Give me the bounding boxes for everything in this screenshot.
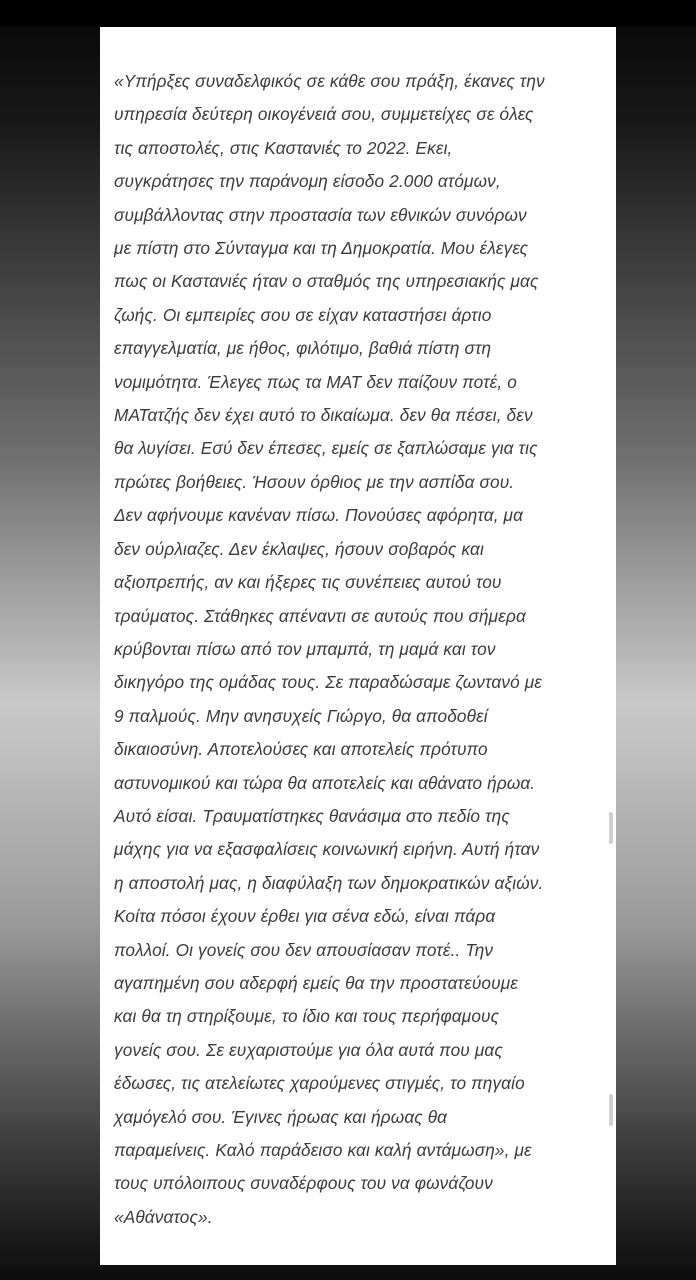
text-line: Δεν αφήνουμε κανέναν πίσω. Πονούσες αφόρητα, μα xyxy=(114,505,524,526)
text-line: με πίστη στο Σύνταγμα και τη Δημοκρατία. Μου έλεγες xyxy=(114,238,529,259)
text-line: συμβάλλοντας στην προστασία των εθνικών συνόρων xyxy=(114,204,527,225)
text-line: Αυτό είσαι. Τραυματίστηκες θανάσιμα στο πεδίο της xyxy=(114,805,510,826)
quote-paragraph xyxy=(114,65,604,1234)
text-line: χαμόγελό σου. Έγινες ήρωας και ήρωας θα xyxy=(114,1106,448,1127)
text-line: αξιοπρεπής, αν και ήξερες τις συνέπειες αυτού του xyxy=(114,572,502,593)
text-line: η αποστολή μας, η διαφύλαξη των δημοκρατικών αξιών. xyxy=(114,872,544,893)
text-line: υπηρεσία δεύτερη οικογένειά σου, συμμετείχες σε όλες xyxy=(114,104,534,125)
text-line: νομιμότητα. Έλεγες πως τα ΜΑΤ δεν παίζουν ποτέ, ο xyxy=(114,371,517,392)
text-line: και θα τη στηρίξουμε, το ίδιο και τους περήφαμους xyxy=(114,1006,500,1027)
top-black-bar xyxy=(0,0,696,27)
text-line: μάχης για να εξασφαλίσεις κοινωνική ειρήνη. Αυτή ήταν xyxy=(114,839,540,860)
text-line: τις αποστολές, στις Καστανιές το 2022. Εκει, xyxy=(114,137,453,158)
text-line: «Υπήρξες συναδελφικός σε κάθε σου πράξη, έκανες την xyxy=(114,71,545,91)
text-line: 9 παλμούς. Μην ανησυχείς Γιώργο, θα αποδοθεί xyxy=(114,705,488,726)
text-line: Κοίτα πόσοι έχουν έρθει για σένα εδώ, είναι πάρα xyxy=(114,906,496,927)
text-line: τους υπόλοιπους συναδέρφους του να φωνάζουν xyxy=(114,1173,493,1194)
text-line: παραμείνεις. Καλό παράδεισο και καλή αντάμωση», με xyxy=(114,1140,532,1160)
text-line: δικαιοσύνη. Αποτελούσες και αποτελείς πρότυπο xyxy=(114,739,488,760)
text-line: τραύματος. Στάθηκες απέναντι σε αυτούς που σήμερα xyxy=(114,605,526,626)
text-line: επαγγελματία, με ήθος, φιλότιμο, βαθιά πίστη στη xyxy=(114,338,492,359)
text-line: πως οι Καστανιές ήταν ο σταθμός της υπηρεσιακής μας xyxy=(114,271,539,292)
text-line: «Αθάνατος». xyxy=(114,1206,213,1227)
text-line: θα λυγίσει. Εσύ δεν έπεσες, εμείς σε ξαπλώσαμε για τις xyxy=(114,438,538,459)
text-line: αστυνομικού και τώρα θα αποτελείς και αθάνατο ήρωα. xyxy=(114,772,536,793)
scroll-indicator[interactable] xyxy=(609,1094,613,1126)
text-line: αγαπημένη σου αδερφή εμείς θα την προστατεύουμε xyxy=(114,972,519,993)
text-line: κρύβονται πίσω από τον μπαμπά, τη μαμά και τον xyxy=(114,638,496,659)
text-line: πολλοί. Οι γονείς σου δεν απουσίασαν ποτέ.. Την xyxy=(114,939,494,960)
scroll-indicator[interactable] xyxy=(609,812,613,844)
text-line: ΜΑΤατζής δεν έχει αυτό το δικαίωμα. δεν θα πέσει, δεν xyxy=(114,405,533,426)
text-line: ζωής. Οι εμπειρίες σου σε είχαν καταστήσει άρτιο xyxy=(114,304,492,325)
text-line: έδωσες, τις ατελείωτες χαρούμενες στιγμές, το πηγαίο xyxy=(114,1073,525,1094)
text-line: γονείς σου. Σε ευχαριστούμε για όλα αυτά που μας xyxy=(114,1039,503,1060)
text-line: πρώτες βοήθειες. Ήσουν όρθιος με την ασπίδα σου. xyxy=(114,471,515,492)
text-line: δεν ούρλιαζες. Δεν έκλαψες, ήσουν σοβαρός και xyxy=(114,538,484,559)
quote-document xyxy=(100,27,616,1265)
text-line: δικηγόρο της ομάδας τους. Σε παραδώσαμε ζωντανό με xyxy=(114,672,542,693)
text-line: συγκράτησες την παράνομη είσοδο 2.000 ατόμων, xyxy=(114,171,501,192)
